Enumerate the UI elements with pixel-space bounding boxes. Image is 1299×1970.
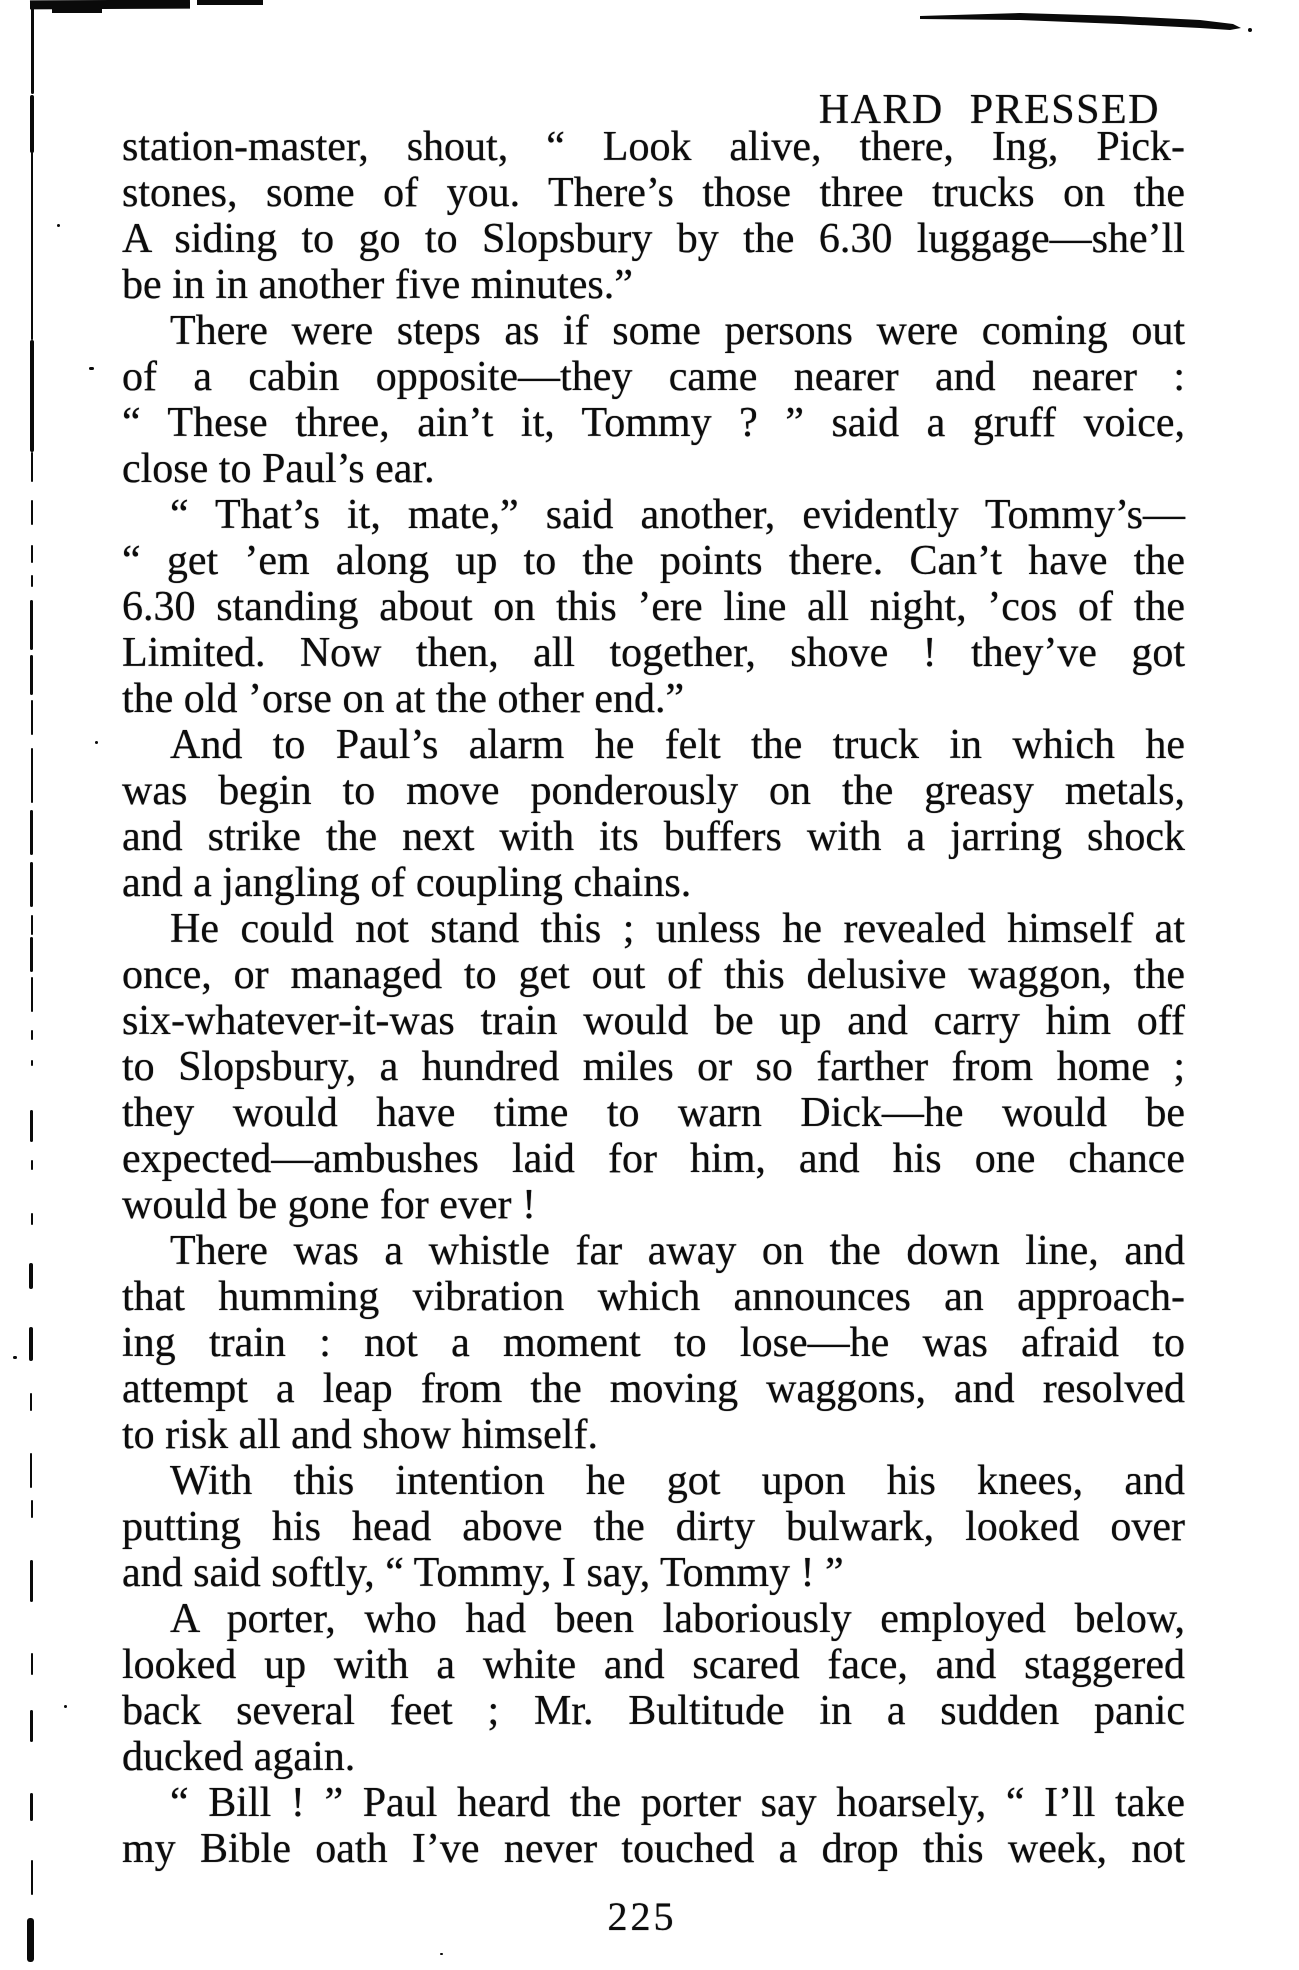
text-line: and said softly, “ Tommy, I say, Tommy ! ” xyxy=(122,1550,844,1596)
scan-artifact-line-segment xyxy=(30,340,34,452)
text-line: station-master, shout, “ Look alive, there, Ing, Pick- xyxy=(122,124,1185,170)
scan-artifact-line-segment xyxy=(31,1030,33,1040)
scan-artifact-line-segment xyxy=(30,1393,32,1411)
text-line: A siding to go to Slopsbury by the 6.30 luggage—she’ll xyxy=(122,216,1185,262)
scan-artifact-line-segment xyxy=(31,452,33,482)
text-line: stones, some of you. There’s those three trucks on the xyxy=(122,170,1185,216)
text-line: back several feet ; Mr. Bultitude in a sudden panic xyxy=(122,1688,1185,1734)
text-line: six-whatever-it-was train would be up and carry him off xyxy=(122,998,1185,1044)
scan-artifact-line-segment xyxy=(31,152,33,340)
scan-artifact-line-segment xyxy=(30,1710,33,1742)
scan-artifact-line-segment xyxy=(31,575,33,587)
scan-artifact-line-segment xyxy=(30,1453,32,1488)
scan-artifact-line-segment xyxy=(30,600,33,650)
scan-artifact-line-segment xyxy=(30,810,33,855)
text-line: With this intention he got upon his knees, and xyxy=(170,1458,1185,1504)
scan-artifact-line-segment xyxy=(30,1793,33,1821)
text-line: and a jangling of coupling chains. xyxy=(122,860,692,906)
text-line: be in in another five minutes.” xyxy=(122,262,633,308)
text-line: my Bible oath I’ve never touched a drop this week, not xyxy=(122,1826,1185,1872)
scan-artifact-speck xyxy=(13,1356,17,1359)
text-line: A porter, who had been laboriously employed below, xyxy=(170,1596,1185,1642)
text-line: was begin to move ponderously on the greasy metals, xyxy=(122,768,1185,814)
scan-artifact-line-segment xyxy=(31,748,33,803)
scan-artifact-swoosh xyxy=(900,8,1270,42)
scan-artifact-top-bar xyxy=(52,9,102,13)
text-line: “ get ’em along up to the points there. Can’t have the xyxy=(122,538,1185,584)
text-line: expected—ambushes laid for him, and his one chance xyxy=(122,1136,1185,1182)
text-line: of a cabin opposite—they came nearer and nearer : xyxy=(122,354,1185,400)
text-line: There was a whistle far away on the down line, and xyxy=(170,1228,1185,1274)
text-line: they would have time to warn Dick—he would be xyxy=(122,1090,1185,1136)
text-line: 6.30 standing about on this ’ere line all night, ’cos of the xyxy=(122,584,1185,630)
text-line: and strike the next with its buffers with a jarring shock xyxy=(122,814,1185,860)
scan-artifact-line-segment xyxy=(30,655,33,695)
running-header: HARD PRESSED xyxy=(818,87,1160,133)
text-line: attempt a leap from the moving waggons, and resolved xyxy=(122,1366,1185,1412)
scan-artifact-speck xyxy=(89,367,94,370)
scan-artifact-speck xyxy=(95,741,98,744)
scan-artifact-line-segment xyxy=(31,1653,33,1675)
scan-artifact-line-segment xyxy=(30,1110,33,1142)
scan-artifact-top-bar xyxy=(197,0,263,5)
scan-artifact-line-segment xyxy=(31,8,34,94)
text-line: once, or managed to get out of this delusive waggon, the xyxy=(122,952,1185,998)
text-line: “ These three, ain’t it, Tommy ? ” said a gruff voice, xyxy=(122,400,1185,446)
scan-artifact-speck xyxy=(57,224,60,227)
scan-artifact-line-segment xyxy=(30,937,33,972)
text-line: ing train : not a moment to lose—he was afraid to xyxy=(122,1320,1185,1366)
page-number: 225 xyxy=(607,1894,677,1939)
text-line: “ Bill ! ” Paul heard the porter say hoarsely, “ I’ll take xyxy=(170,1780,1185,1826)
text-line: And to Paul’s alarm he felt the truck in which he xyxy=(170,722,1185,768)
body-text xyxy=(122,124,1185,1872)
text-line: He could not stand this ; unless he revealed himself at xyxy=(170,906,1185,952)
scan-artifact-line-segment xyxy=(31,1060,33,1066)
scan-artifact-line-segment xyxy=(31,915,33,935)
text-line: “ That’s it, mate,” said another, evidently Tommy’s— xyxy=(170,492,1185,538)
scan-artifact-line-segment xyxy=(31,1160,33,1170)
text-line: ducked again. xyxy=(122,1734,356,1780)
scan-artifact-line-segment xyxy=(31,1500,33,1518)
text-line: looked up with a white and scared face, and staggered xyxy=(122,1642,1185,1688)
scan-artifact-speck xyxy=(64,1705,67,1708)
scan-artifact-top-bar xyxy=(30,0,190,9)
scan-artifact-line-segment xyxy=(31,977,33,1012)
scan-artifact-line-segment xyxy=(31,545,33,563)
text-line: the old ’orse on at the other end.” xyxy=(122,676,685,722)
scan-artifact-line-segment xyxy=(29,1263,33,1289)
scan-artifact-line-segment xyxy=(29,1327,33,1361)
scan-artifact-line-segment xyxy=(31,500,33,525)
scan-artifact-line-segment xyxy=(30,95,34,153)
text-line: Limited. Now then, all together, shove ! they’ve got xyxy=(122,630,1185,676)
scan-artifact-line-segment xyxy=(31,700,33,735)
scan-artifact-line-segment xyxy=(30,1560,33,1602)
text-line: There were steps as if some persons were coming out xyxy=(170,308,1185,354)
text-line: putting his head above the dirty bulwark, looked over xyxy=(122,1504,1185,1550)
text-line: that humming vibration which announces an approach- xyxy=(122,1274,1185,1320)
text-line: would be gone for ever ! xyxy=(122,1182,537,1228)
scan-artifact-line-segment xyxy=(30,862,33,907)
scan-artifact-line-segment xyxy=(31,1860,33,1895)
scan-artifact-speck xyxy=(440,1953,443,1955)
text-line: close to Paul’s ear. xyxy=(122,446,435,492)
scan-artifact-line-segment xyxy=(31,1213,33,1225)
text-line: to risk all and show himself. xyxy=(122,1412,598,1458)
text-line: to Slopsbury, a hundred miles or so farther from home ; xyxy=(122,1044,1185,1090)
scan-artifact-line-segment xyxy=(27,1918,34,1962)
